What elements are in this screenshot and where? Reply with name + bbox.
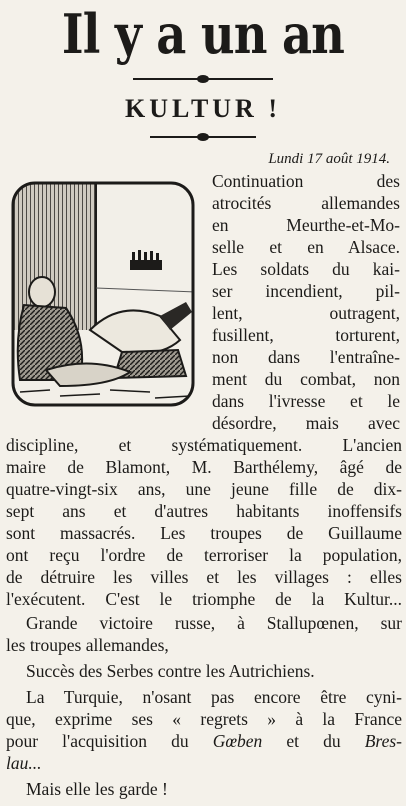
war-scene-illustration — [10, 180, 196, 408]
text-line: ont reçu l'ordre de terroriser la population, — [6, 545, 402, 565]
text-line: sept ans et d'autres habitants inoffensifs — [6, 501, 402, 521]
text-line: ser incendient, pil- — [212, 281, 400, 301]
text-line: quatre-vingt-six ans, une jeune fille de dix- — [6, 479, 402, 499]
ship-line-middle: et du — [262, 731, 365, 751]
text-line: sont massacrés. Les troupes de Guillaume — [6, 523, 402, 543]
text-line: désordre, mais avec — [212, 413, 400, 433]
text-line: Continuation des — [212, 171, 400, 191]
text-line: que, exprime ses « regrets » à la France — [6, 709, 402, 729]
ship-line-prefix: pour l'acquisition du — [6, 731, 213, 751]
text-line: Succès des Serbes contre les Autrichiens. — [26, 661, 315, 681]
text-line-breslau-end: lau... — [6, 753, 42, 773]
text-line: fusillent, torturent, — [212, 325, 400, 345]
text-line: de détruire les villes et les villages : elles — [6, 567, 402, 587]
text-line: dans l'ivresse et le — [212, 391, 400, 411]
text-line: discipline, et systématiquement. L'ancien — [6, 435, 402, 455]
text-line: non dans l'entraîne- — [212, 347, 400, 367]
text-line: maire de Blamont, M. Barthélemy, âgé de — [6, 457, 402, 477]
text-line: en Meurthe-et-Mo- — [212, 215, 400, 235]
text-line: La Turquie, n'osant pas encore être cyni- — [26, 687, 402, 707]
text-line-ships — [6, 730, 402, 752]
text-line: atrocités allemandes — [212, 193, 400, 213]
ornamental-rule — [133, 74, 273, 84]
text-line: Les soldats du kai- — [212, 259, 400, 279]
dateline: Lundi 17 août 1914. — [268, 151, 390, 167]
text-line: Grande victoire russe, à Stallupœnen, sur — [26, 613, 402, 633]
text-line: les troupes allemandes, — [6, 635, 169, 655]
headline: Il y a un an — [61, 2, 345, 66]
ship-name-breslau: Bres- — [364, 731, 402, 751]
text-line: ment du combat, non — [212, 369, 400, 389]
subhead: KULTUR ! — [124, 94, 281, 123]
text-line: lent, outragent, — [212, 303, 400, 323]
text-line-last: Mais elle les garde ! — [26, 779, 168, 799]
ornamental-rule-small — [150, 132, 256, 142]
ship-name-goeben: Gœben — [212, 731, 263, 751]
text-line: l'exécutent. C'est le triomphe de la Kultur... — [6, 589, 402, 609]
text-line: selle et en Alsace. — [212, 237, 400, 257]
